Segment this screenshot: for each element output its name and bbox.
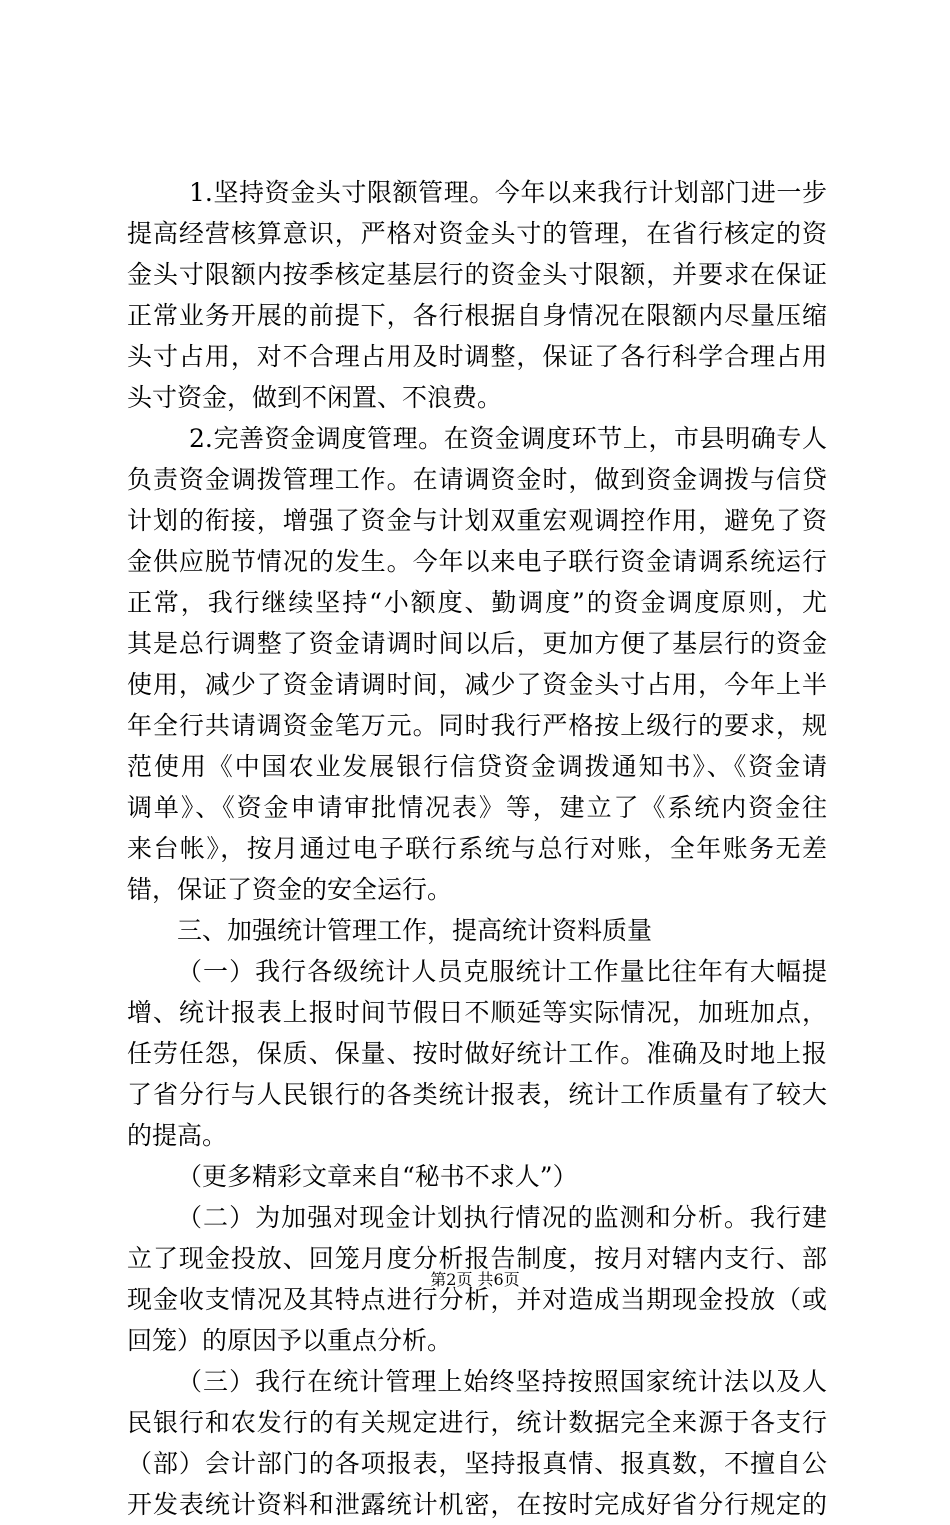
paragraph-line: 错，保证了资金的安全运行。 — [127, 875, 453, 904]
paragraph-line: 民银行和农发行的有关规定进行，统计数据完全来源于各支行 — [127, 1408, 827, 1437]
paragraph-line: 1.坚持资金头寸限额管理。今年以来我行计划部门进一步 — [189, 178, 827, 207]
paragraph-line: 立了现金投放、回笼月度分析报告制度，按月对辖内支行、部 — [127, 1244, 827, 1273]
page-footer: 第2页 共6页 — [430, 1270, 520, 1289]
paragraph-line: 回笼）的原因予以重点分析。 — [127, 1326, 453, 1355]
paragraph-line: 正常业务开展的前提下，各行根据自身情况在限额内尽量压缩 — [127, 301, 827, 330]
paragraph-line: 的提高。 — [127, 1121, 228, 1150]
paragraph-line: 来台帐》，按月通过电子联行系统与总行对账，全年账务无差 — [127, 834, 827, 863]
paragraph-line: 使用，减少了资金请调时间，减少了资金头寸占用，今年上半 — [127, 670, 827, 699]
section-heading: 三、加强统计管理工作，提高统计资料质量 — [177, 916, 653, 945]
paragraph-line: 提高经营核算意识，严格对资金头寸的管理，在省行核定的资 — [127, 219, 827, 248]
document-body — [127, 172, 827, 1525]
paragraph-line: 年全行共请调资金笔万元。同时我行严格按上级行的要求，规 — [127, 711, 827, 740]
source-note: （更多精彩文章来自“秘书不求人”） — [177, 1162, 578, 1191]
paragraph-line: （二）为加强对现金计划执行情况的监测和分析。我行建 — [177, 1203, 827, 1232]
paragraph-line: 范使用《中国农业发展银行信贷资金调拨通知书》、《资金请 — [127, 752, 827, 781]
paragraph-line: 现金收支情况及其特点进行分析，并对造成当期现金投放（或 — [127, 1285, 827, 1314]
paragraph-line: 负责资金调拨管理工作。在请调资金时，做到资金调拨与信贷 — [127, 465, 827, 494]
paragraph-line: 正常，我行继续坚持“小额度、勤调度”的资金调度原则，尤 — [127, 588, 827, 617]
paragraph-line: 头寸占用，对不合理占用及时调整，保证了各行科学合理占用 — [127, 342, 827, 371]
paragraph-line: 其是总行调整了资金请调时间以后，更加方便了基层行的资金 — [127, 629, 827, 658]
paragraph-line: 金供应脱节情况的发生。今年以来电子联行资金请调系统运行 — [127, 547, 827, 576]
paragraph-line: 开发表统计资料和泄露统计机密，在按时完成好省分行规定的 — [127, 1490, 827, 1519]
paragraph-line: 任劳任怨，保质、保量、按时做好统计工作。准确及时地上报 — [127, 1039, 827, 1068]
paragraph-line: 2.完善资金调度管理。在资金调度环节上，市县明确专人 — [189, 424, 827, 453]
paragraph-line: （三）我行在统计管理上始终坚持按照国家统计法以及人 — [177, 1367, 827, 1396]
paragraph-line: 了省分行与人民银行的各类统计报表，统计工作质量有了较大 — [127, 1080, 827, 1109]
paragraph-line: （一）我行各级统计人员克服统计工作量比往年有大幅提 — [177, 957, 827, 986]
paragraph-line: （部）会计部门的各项报表，坚持报真情、报真数，不擅自公 — [127, 1449, 827, 1478]
paragraph-line: 计划的衔接，增强了资金与计划双重宏观调控作用，避免了资 — [127, 506, 827, 535]
paragraph-line: 调单》、《资金申请审批情况表》等，建立了《系统内资金往 — [127, 793, 827, 822]
paragraph-line: 金头寸限额内按季核定基层行的资金头寸限额，并要求在保证 — [127, 260, 827, 289]
paragraph-line: 头寸资金，做到不闲置、不浪费。 — [127, 383, 503, 412]
paragraph-line: 增、统计报表上报时间节假日不顺延等实际情况，加班加点， — [127, 998, 827, 1027]
